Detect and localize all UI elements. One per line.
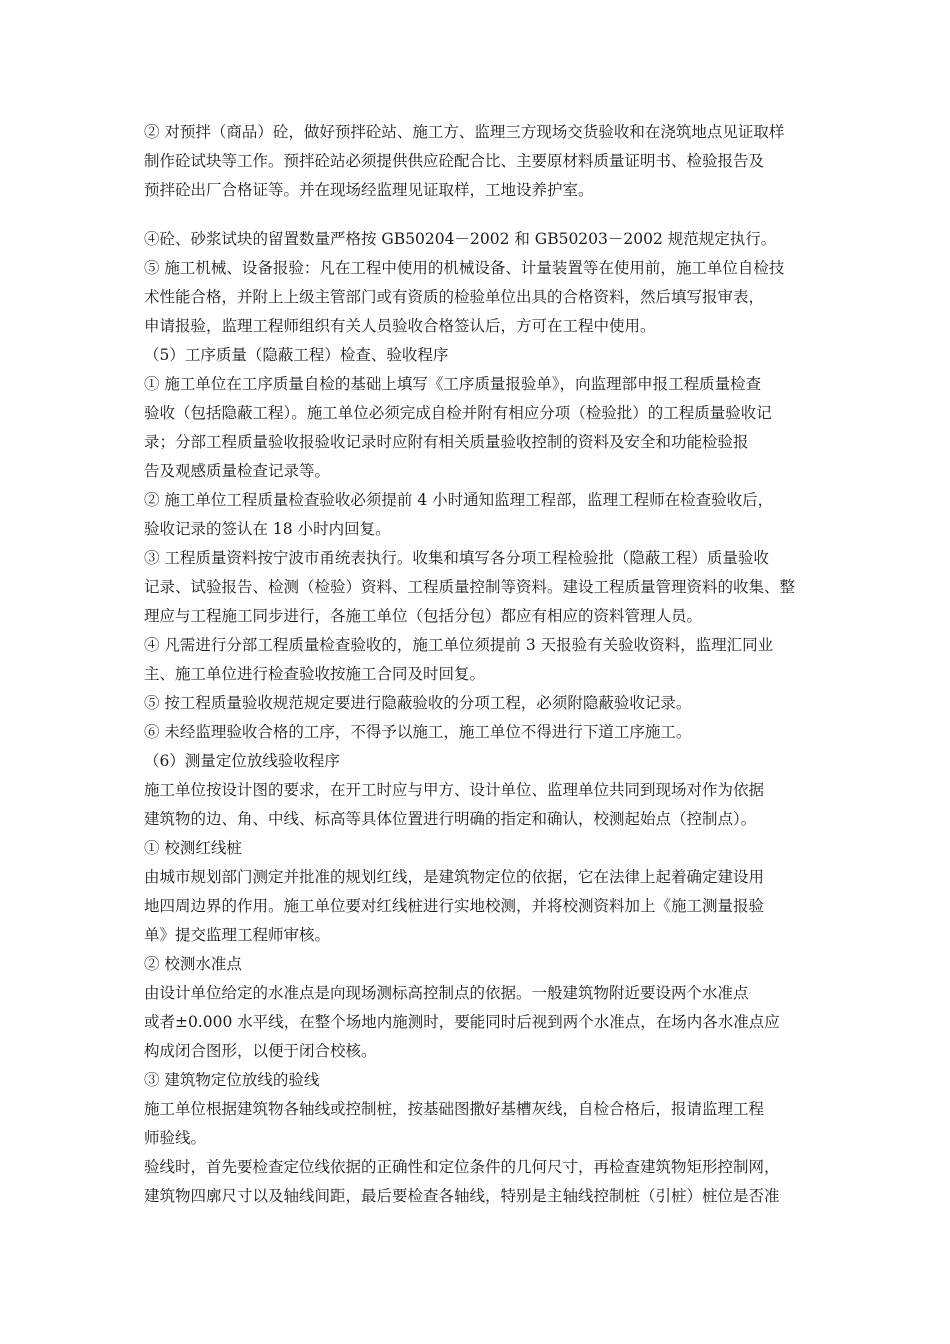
text-line: ④砼、砂浆试块的留置数量严格按 GB50204－2002 和 GB50203－2002 规范规定执行。 <box>144 230 777 248</box>
section-heading: （6）测量定位放线验收程序 <box>144 752 340 770</box>
text-line: ② 对预拌（商品）砼，做好预拌砼站、施工方、监理三方现场交货验收和在浇筑地点见证取样 <box>144 123 785 141</box>
text-line: 由设计单位给定的水准点是向现场测标高控制点的依据。一般建筑物附近要设两个水准点 <box>144 984 749 1002</box>
text-line: 施工单位根据建筑物各轴线或控制桩，按基础图撒好基槽灰线，自检合格后，报请监理工程 <box>144 1100 765 1118</box>
text-line: 由城市规划部门测定并批准的规划红线，是建筑物定位的依据，它在法律上起着确定建设用 <box>144 868 765 886</box>
text-line: 制作砼试块等工作。预拌砼站必须提供供应砼配合比、主要原材料质量证明书、检验报告及 <box>144 152 765 170</box>
text-line: 地四周边界的作用。施工单位要对红线桩进行实地校测，并将校测资料加上《施工测量报验 <box>144 897 765 915</box>
text-line: 建筑物的边、角、中线、标高等具体位置进行明确的指定和确认，校测起始点（控制点）。 <box>144 810 757 828</box>
text-line: 单》提交监理工程师审核。 <box>144 926 331 944</box>
text-line: 师验线。 <box>144 1129 207 1147</box>
text-line: ② 校测水准点 <box>144 955 242 973</box>
text-line: ④ 凡需进行分部工程质量检查验收的，施工单位须提前 3 天报验有关验收资料，监理汇同业 <box>144 636 774 654</box>
text-line: 施工单位按设计图的要求，在开工时应与甲方、设计单位、监理单位共同到现场对作为依据 <box>144 781 765 799</box>
text-line: 预拌砼出厂合格证等。并在现场经监理见证取样，工地设养护室。 <box>144 181 594 199</box>
text-line: 主、施工单位进行检查验收按施工合同及时回复。 <box>144 665 486 683</box>
text-line: ① 施工单位在工序质量自检的基础上填写《工序质量报验单》，向监理部申报工程质量检查 <box>144 375 762 393</box>
text-line: 理应与工程施工同步进行，各施工单位（包括分包）都应有相应的资料管理人员。 <box>144 607 703 625</box>
text-line: 告及观感质量检查记录等。 <box>144 462 331 480</box>
text-line: ⑤ 按工程质量验收规范规定要进行隐蔽验收的分项工程，必须附隐蔽验收记录。 <box>144 694 692 712</box>
text-line: 记录、试验报告、检测（检验）资料、工程质量控制等资料。建设工程质量管理资料的收集、整 <box>144 578 796 596</box>
text-line: 录；分部工程质量验收报验收记录时应附有相关质量验收控制的资料及安全和功能检验报 <box>144 433 749 451</box>
text-line: 建筑物四廓尺寸以及轴线间距，最后要检查各轴线，特别是主轴线控制桩（引桩）桩位是否准 <box>144 1187 780 1205</box>
text-line: ③ 建筑物定位放线的验线 <box>144 1071 320 1089</box>
text-line: ⑤ 施工机械、设备报验：凡在工程中使用的机械设备、计量装置等在使用前，施工单位自检技 <box>144 259 785 277</box>
text-line: 验收（包括隐蔽工程）。施工单位必须完成自检并附有相应分项（检验批）的工程质量验收记 <box>144 404 772 422</box>
text-line: 验收记录的签认在 18 小时内回复。 <box>144 520 391 538</box>
text-line: ② 施工单位工程质量检查验收必须提前 4 小时通知监理工程部，监理工程师在检查验收后， <box>144 491 774 509</box>
text-line: ① 校测红线桩 <box>144 839 242 857</box>
text-line: 或者±0.000 水平线，在整个场地内施测时，要能同时后视到两个水准点，在场内各水准点应 <box>144 1013 780 1031</box>
text-line: 构成闭合图形，以便于闭合校核。 <box>144 1042 377 1060</box>
text-line: ⑥ 未经监理验收合格的工序，不得予以施工，施工单位不得进行下道工序施工。 <box>144 723 692 741</box>
section-heading: （5）工序质量（隐蔽工程）检查、验收程序 <box>144 346 449 364</box>
text-line: 申请报验，监理工程师组织有关人员验收合格签认后，方可在工程中使用。 <box>144 317 656 335</box>
text-line: 术性能合格，并附上上级主管部门或有资质的检验单位出具的合格资料，然后填写报审表， <box>144 288 765 306</box>
text-line: 验线时，首先要检查定位线依据的正确性和定位条件的几何尺寸，再检查建筑物矩形控制网， <box>144 1158 780 1176</box>
text-line: ③ 工程质量资料按宁波市甬统表执行。收集和填写各分项工程检验批（隐蔽工程）质量验收 <box>144 549 769 567</box>
